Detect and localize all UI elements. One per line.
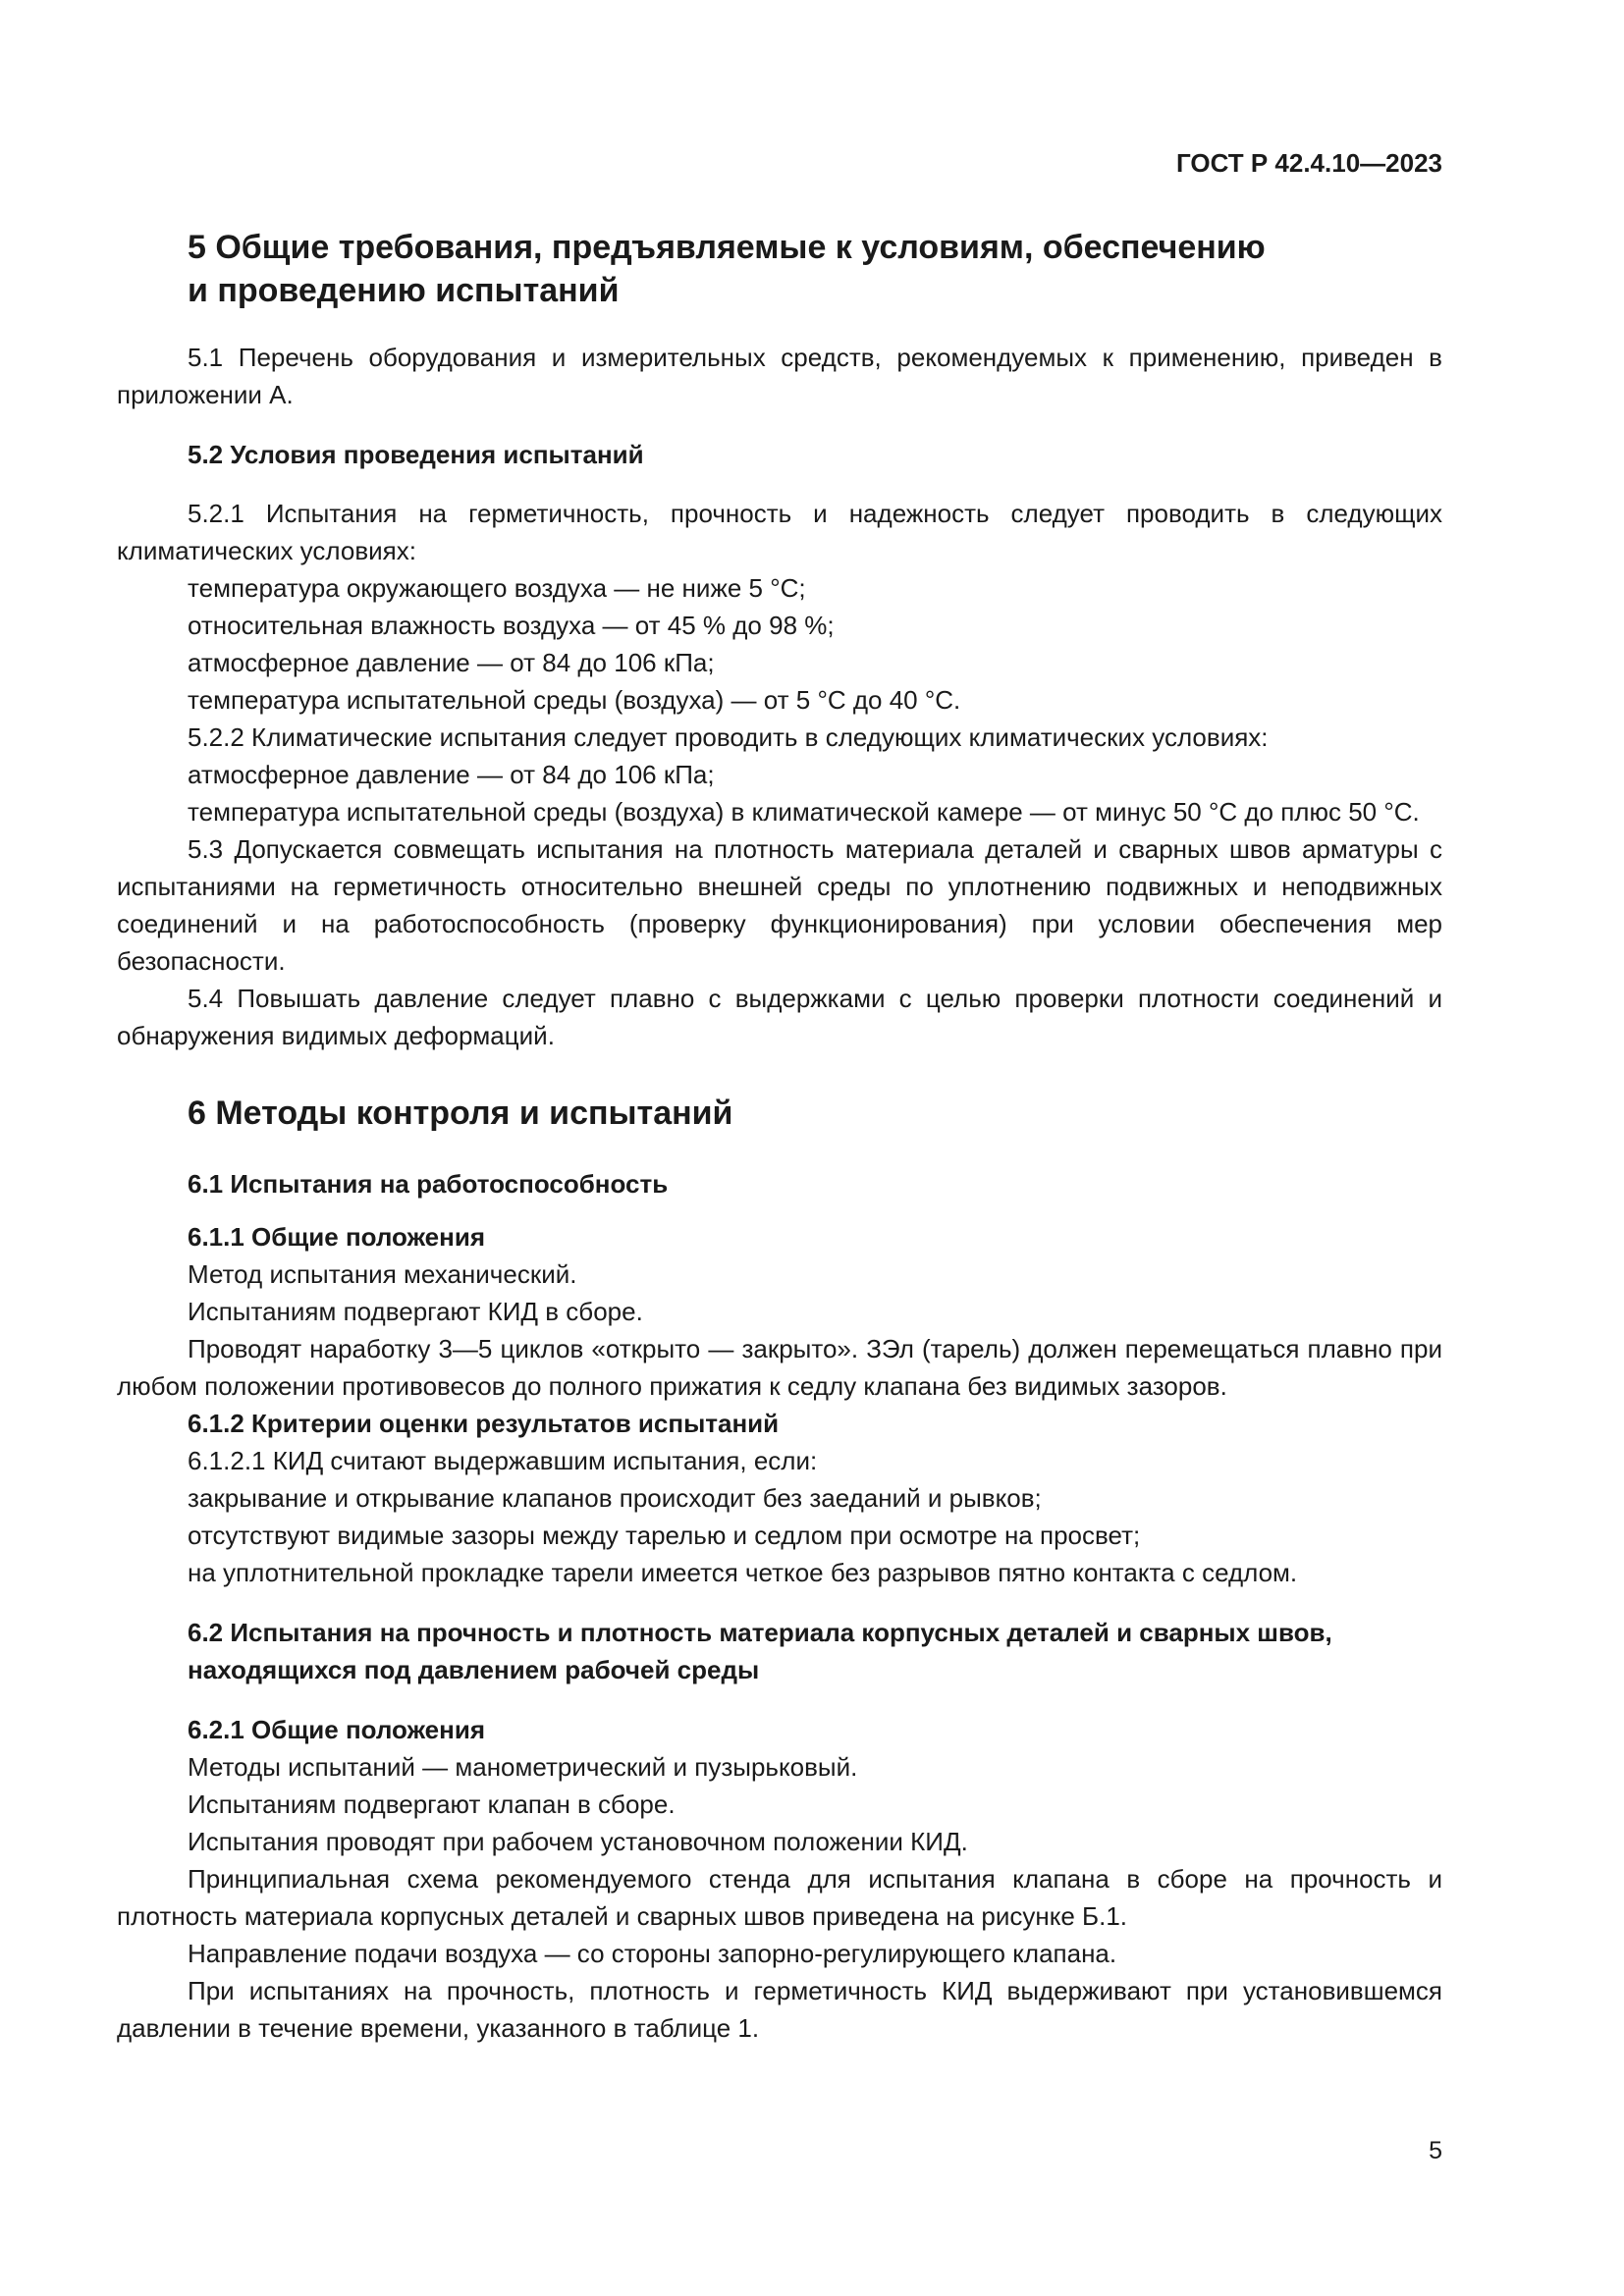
list-item: Испытания проводят при рабочем установочном положении КИД. <box>188 1827 968 1856</box>
list-item: Направление подачи воздуха — со стороны запорно-регулирующего клапана. <box>188 1939 1117 1968</box>
heading-6-2 <box>117 1614 1442 1688</box>
list-item: Метод испытания механический. <box>188 1259 577 1289</box>
section-5-title-line2: и проведению испытаний <box>188 272 620 309</box>
paragraph-6-1-1: Проводят наработку 3—5 циклов «открыто — закрыто». ЗЭл (тарель) должен перемещаться плавно при любом положении противовесов до полного прижатия к седлу клапана без видимых зазоров. <box>117 1334 1442 1401</box>
section-6 <box>117 1092 1442 2047</box>
list-item: Методы испытаний — манометрический и пузырьковый. <box>188 1752 858 1782</box>
heading-6-2-line1: 6.2 Испытания на прочность и плотность материала корпусных деталей и сварных швов, <box>188 1618 1332 1647</box>
paragraph-5-2-1: 5.2.1 Испытания на герметичность, прочность и надежность следует проводить в следующих климатических условиях: <box>117 499 1442 565</box>
section-6-title: 6 Методы контроля и испытаний <box>188 1095 733 1132</box>
document-code: ГОСТ Р 42.4.10—2023 <box>1175 148 1442 178</box>
list-item: Испытаниям подвергают клапан в сборе. <box>188 1789 676 1819</box>
paragraph-6-2-1-scheme: Принципиальная схема рекомендуемого стенда для испытания клапана в сборе на прочность и плотность материала корпусных деталей и сварных швов приведена на рисунке Б.1. <box>117 1864 1442 1931</box>
list-item: температура окружающего воздуха — не ниже 5 °С; <box>188 573 806 603</box>
heading-5-2: 5.2 Условия проведения испытаний <box>188 440 644 469</box>
paragraph-6-2-1-hold: При испытаниях на прочность, плотность и герметичность КИД выдерживают при установившемся давлении в течение времени, указанного в таблице 1. <box>117 1976 1442 2043</box>
section-5 <box>117 226 1442 1054</box>
list-item: температура испытательной среды (воздуха) в климатической камере — от минус 50 °С до плюс 50 °С. <box>188 797 1420 827</box>
heading-6-1-2: 6.1.2 Критерии оценки результатов испытаний <box>188 1409 780 1438</box>
paragraph-5-1: 5.1 Перечень оборудования и измерительных средств, рекомендуемых к применению, приведен в приложении А. <box>117 343 1442 409</box>
list-item: атмосферное давление — от 84 до 106 кПа; <box>188 760 715 789</box>
section-5-title <box>117 226 1442 312</box>
paragraph-5-3: 5.3 Допускается совмещать испытания на плотность материала деталей и сварных швов арматуры с испытаниями на герметичность относительно внешней среды по уплотнению подвижных и неподвижных соединений и на работоспособность (проверку функционирования) при условии обеспечения мер безопасности. <box>117 834 1442 976</box>
heading-6-1: 6.1 Испытания на работоспособность <box>188 1169 669 1199</box>
heading-6-1-1: 6.1.1 Общие положения <box>188 1222 485 1252</box>
paragraph-5-2-2: 5.2.2 Климатические испытания следует проводить в следующих климатических условиях: <box>188 722 1269 752</box>
page-content <box>117 226 1442 2047</box>
paragraph-5-4: 5.4 Повышать давление следует плавно с выдержками с целью проверки плотности соединений и обнаружения видимых деформаций. <box>117 984 1442 1050</box>
section-5-title-line1: 5 Общие требования, предъявляемые к условиям, обеспечению <box>188 229 1266 266</box>
list-item: отсутствуют видимые зазоры между тарелью и седлом при осмотре на просвет; <box>188 1521 1141 1550</box>
list-item: 6.1.2.1 КИД считают выдержавшим испытания, если: <box>188 1446 818 1475</box>
heading-6-2-1: 6.2.1 Общие положения <box>188 1715 485 1744</box>
list-item: температура испытательной среды (воздуха) — от 5 °С до 40 °С. <box>188 685 961 715</box>
page-number: 5 <box>1429 2137 1442 2164</box>
list-item: на уплотнительной прокладке тарели имеется четкое без разрывов пятно контакта с седлом. <box>188 1558 1298 1587</box>
list-item: Испытаниям подвергают КИД в сборе. <box>188 1297 643 1326</box>
list-item: атмосферное давление — от 84 до 106 кПа; <box>188 648 715 677</box>
list-item: закрывание и открывание клапанов происходит без заеданий и рывков; <box>188 1483 1042 1513</box>
heading-6-2-line2: находящихся под давлением рабочей среды <box>188 1655 760 1684</box>
list-item: относительная влажность воздуха — от 45 % до 98 %; <box>188 611 835 640</box>
